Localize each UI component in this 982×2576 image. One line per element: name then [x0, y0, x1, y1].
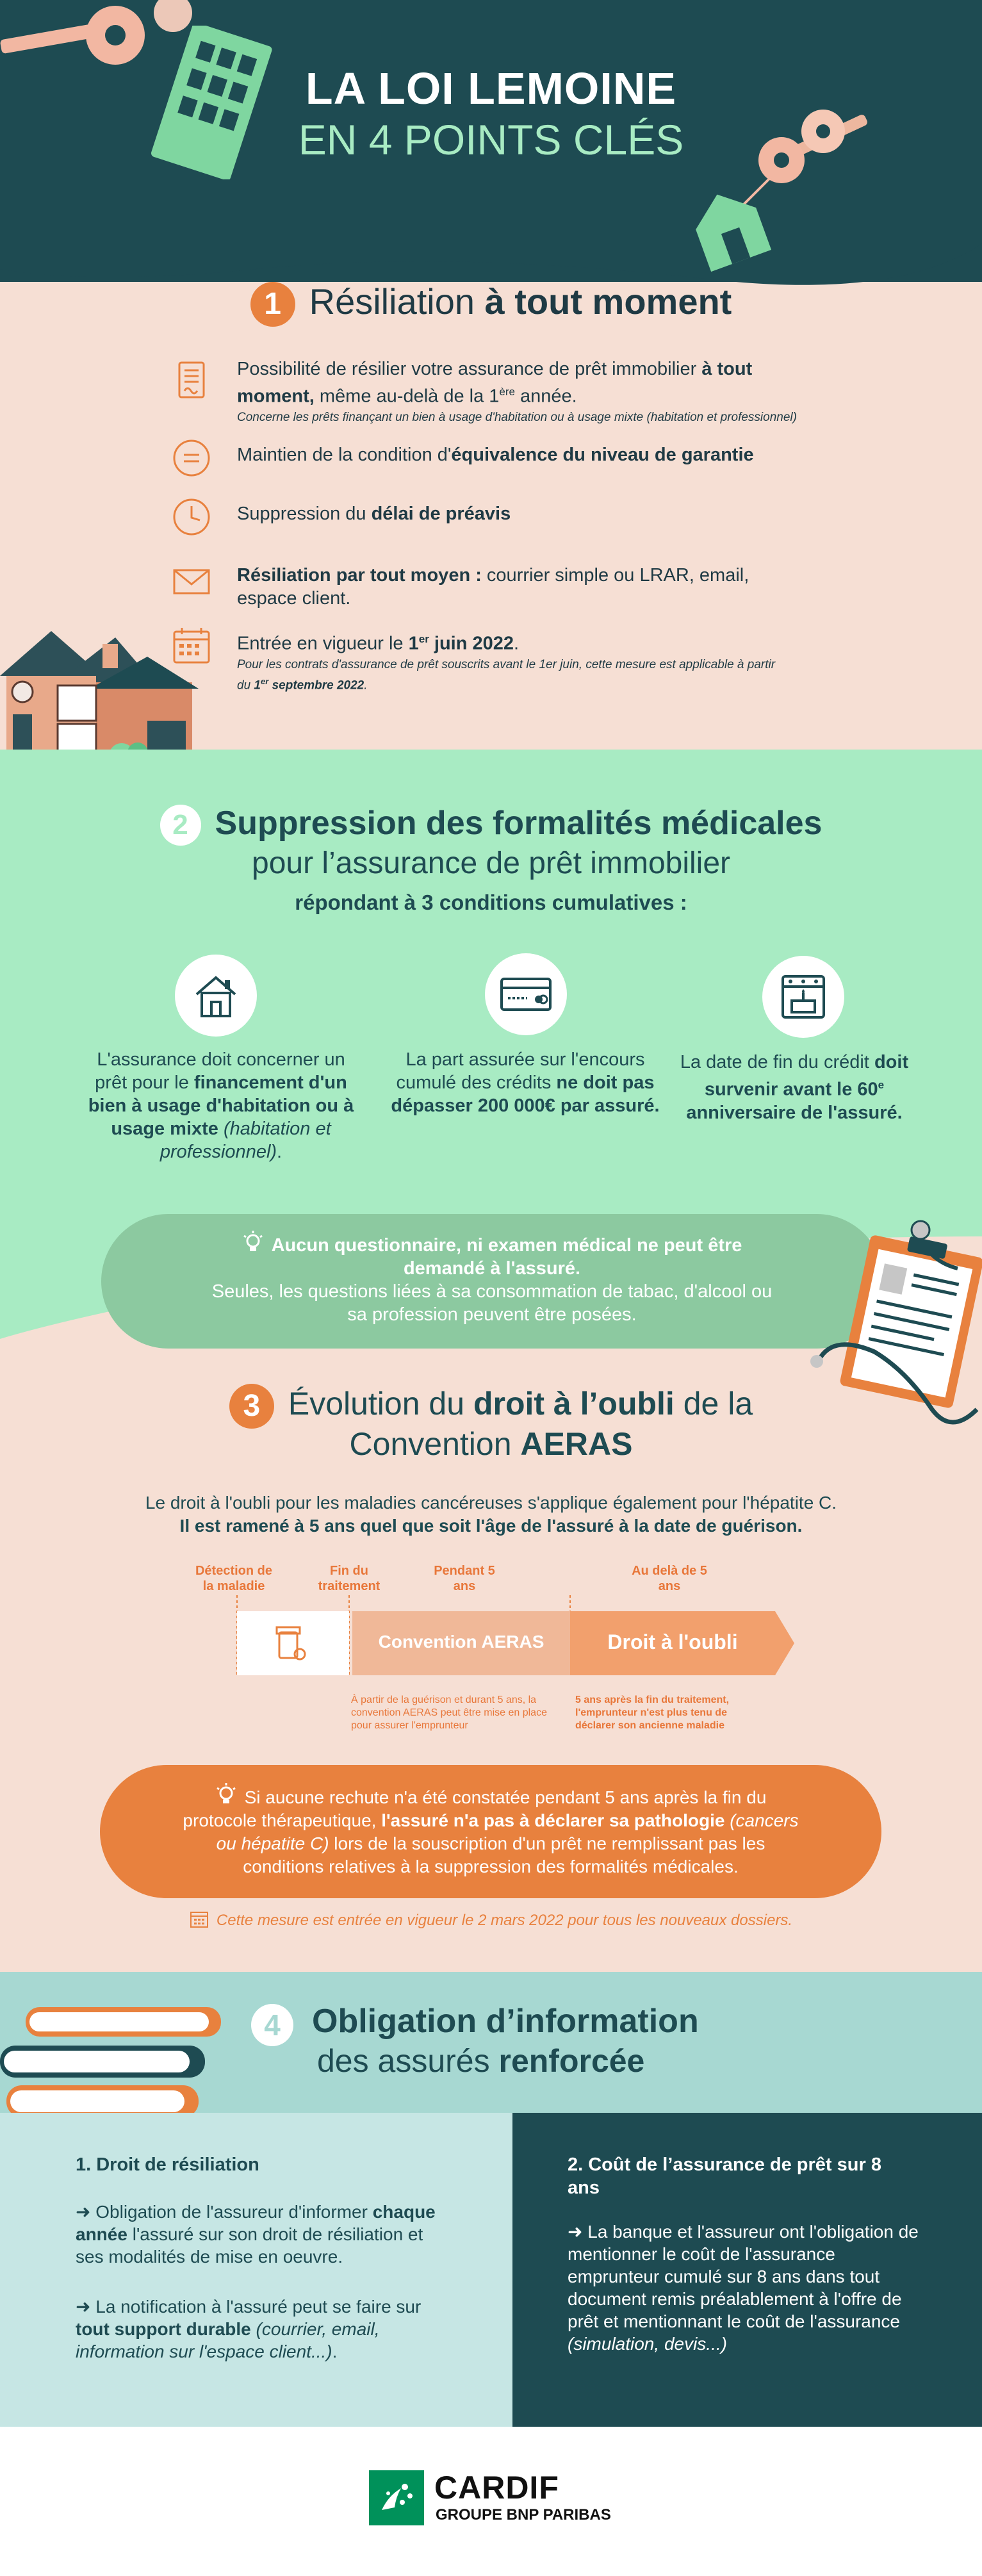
banner-text: Seules, les questions liées à sa consommation de tabac, d'alcool ou sa profession peuvent être posées.	[211, 1281, 773, 1325]
section3-title-line2	[0, 1425, 982, 1463]
timeline-note-right: 5 ans après la fin du traitement, l'emprunteur n'est plus tenu de déclarer son ancienne maladie	[575, 1694, 730, 1731]
item-note	[237, 657, 788, 694]
item-text: .	[514, 633, 520, 654]
section1-heading	[0, 281, 982, 327]
condition-sup: e	[878, 1079, 885, 1091]
paragraph-bold: tout support durable	[76, 2319, 251, 2339]
condition-text-part: La date de fin du crédit	[680, 1052, 874, 1072]
note-text: .	[364, 678, 368, 692]
condition-text	[657, 1051, 932, 1124]
footer	[0, 2427, 982, 2576]
timeline-label: Pendant 5 ans	[434, 1564, 495, 1593]
condition-text-bold: doit survenir avant le 60	[704, 1052, 909, 1100]
condition-text-part: L'assurance doit concerner un prêt pour le	[95, 1049, 345, 1093]
timeline-bar-oubli: Droit à l'oubli	[607, 1630, 738, 1653]
section4-number-circle	[251, 2004, 307, 2046]
house-illustration	[0, 618, 211, 766]
right-panel-paragraph	[568, 2220, 920, 2355]
condition-text-italic: (habitation et professionnel)	[160, 1119, 331, 1162]
main-title-line2: EN 4 POINTS CLÉS	[298, 116, 684, 163]
section3-banner-content	[177, 1783, 805, 1878]
footer-group: GROUPE BNP PARIBAS	[436, 2506, 611, 2523]
item-text-bold: à tout moment,	[237, 359, 753, 407]
section4-left-panel	[0, 2113, 512, 2427]
cardif-logo-icon	[369, 2470, 424, 2525]
right-panel-heading: 2. Coût de l’assurance de prêt sur 8 ans	[568, 2154, 881, 2198]
section3-paragraph2: Il est ramené à 5 ans quel que soit l'âge de l'assuré à la date de guérison.	[179, 1516, 803, 1536]
section3-banner	[100, 1765, 881, 1898]
section2-title-line1: Suppression des formalités médicales	[215, 805, 822, 842]
section1-item	[174, 502, 802, 541]
item-text-bold: Résiliation par tout moyen :	[237, 565, 482, 586]
section3-title-b: droit à l’oubli	[473, 1386, 675, 1422]
condition-text	[388, 1048, 663, 1117]
section3-number: 3	[229, 1384, 274, 1429]
paragraph-text: La notification à l'assuré peut se faire sur	[95, 2297, 421, 2317]
birthday-cake-icon	[762, 956, 844, 1038]
condition-icon-circle	[485, 953, 567, 1035]
note-bold: 1	[254, 678, 261, 692]
paragraph-italic: (simulation, devis...)	[568, 2334, 727, 2354]
condition-icon-circle	[762, 956, 844, 1038]
section3-paragraph1: Le droit à l'oubli pour les maladies cancéreuses s'applique également pour l'hépatite C.	[145, 1493, 837, 1513]
section3-title	[0, 1384, 982, 1429]
section2-title-line2: pour l’assurance de prêt immobilier	[252, 846, 730, 880]
document-icon	[172, 360, 211, 400]
condition-text-part: .	[277, 1142, 282, 1162]
section3-title-a: Évolution du	[288, 1386, 473, 1422]
books-illustration	[0, 1996, 231, 2124]
section1-item	[174, 628, 802, 698]
footer-brand: CARDIF	[434, 2470, 559, 2506]
item-text: Maintien de la condition d'	[237, 445, 452, 465]
section3-footnote: Cette mesure est entrée en vigueur le 2 mars 2022 pour tous les nouveaux dossiers.	[216, 1912, 793, 1929]
section3-title-line2-b: AERAS	[520, 1426, 633, 1462]
lightbulb-icon	[215, 1783, 237, 1806]
main-title-line1: LA LOI LEMOINE	[305, 63, 677, 113]
paragraph-text: l'assuré sur son droit de résiliation et ses modalités de mise en oeuvre.	[76, 2224, 423, 2267]
paragraph-text: La banque et l'assureur ont l'obligation de mentionner le coût de l'assurance emprunteur cumulé sur 8 ans dans tout document remis préalablement à l'offre de prêt et mentionnant le coût de l'assurance	[568, 2222, 919, 2331]
section2-banner-content	[204, 1231, 780, 1326]
section3-footnote-row	[0, 1909, 982, 1930]
section2-title	[0, 804, 982, 846]
lightbulb-icon	[242, 1231, 264, 1254]
section4-title-line2-b: renforcée	[498, 2043, 645, 2079]
item-text-bold: juin 2022	[429, 633, 514, 654]
arrow-circle-icon: ➜	[76, 2202, 91, 2222]
envelope-icon	[172, 561, 211, 601]
equal-icon	[172, 438, 211, 478]
banner-bold: l'assuré n'a pas à déclarer sa pathologie	[381, 1810, 725, 1830]
section4-title-line1: Obligation d’information	[312, 2003, 699, 2040]
paragraph-text: Obligation de l'assureur d'informer	[95, 2202, 373, 2222]
paragraph-text: .	[332, 2342, 338, 2361]
item-text: année.	[514, 386, 577, 407]
timeline-label: Fin du traitement	[318, 1564, 381, 1593]
section1-title-bold: à tout moment	[484, 281, 732, 322]
section2-number: 2	[160, 805, 201, 846]
paragraph-italic: (courrier, email, information sur l'espace client...)	[76, 2319, 380, 2361]
arrow-circle-icon: ➜	[76, 2297, 91, 2317]
section4-title-line2	[317, 2042, 644, 2080]
section2-subtitle: répondant à 3 conditions cumulatives :	[295, 890, 687, 914]
condition-text	[83, 1048, 359, 1163]
item-text-bold: équivalence du niveau de garantie	[451, 445, 754, 465]
banner-text: lors de la souscription d'un prêt ne remplissant pas les conditions relatives à la suppression des formalités médicales.	[243, 1834, 765, 1876]
arrow-circle-icon: ➜	[568, 2222, 583, 2242]
note-sup: er	[261, 676, 269, 686]
note-text: Pour les contrats d'assurance de prêt souscrits avant le 1er juin, cette mesure est applicable à partir du	[237, 657, 776, 692]
condition-text-bold: ne doit pas dépasser 200 000€ par assuré.	[391, 1072, 660, 1116]
condition-text-part: La part assurée sur l'encours cumulé des crédits	[396, 1049, 645, 1093]
item-text: courrier simple ou LRAR, email, espace client.	[237, 565, 749, 609]
item-text-bold: 1	[408, 633, 419, 654]
banner-bold: Aucun questionnaire, ni examen médical ne peut être demandé à l'assuré.	[271, 1235, 742, 1279]
item-text: Possibilité de résilier votre assurance de prêt immobilier	[237, 359, 702, 379]
section3-title-c: de la	[674, 1386, 753, 1422]
section4-right-panel	[512, 2113, 982, 2427]
item-sup: er	[418, 633, 429, 645]
timeline-label: Détection de la maladie	[195, 1564, 273, 1593]
section1-item	[174, 564, 802, 615]
section1-title-regular: Résiliation	[309, 281, 485, 322]
item-text-bold: délai de préavis	[371, 504, 511, 524]
item-text: Suppression du	[237, 504, 372, 524]
section4-number: 4	[251, 2004, 293, 2046]
left-panel-heading: 1. Droit de résiliation	[76, 2154, 259, 2175]
condition-text-bold: financement d'un bien à usage d'habitation ou à usage mixte	[88, 1072, 354, 1139]
house-icon	[175, 955, 257, 1037]
clock-icon	[172, 497, 211, 537]
banner-text: Si aucune rechute n'a été constatée pendant 5 ans après la fin du protocole thérapeutique,	[183, 1787, 767, 1830]
section2-banner	[101, 1214, 884, 1349]
paragraph-bold: chaque année	[76, 2202, 436, 2244]
timeline-label: Au delà de 5 ans	[632, 1564, 707, 1593]
calendar-icon	[190, 1909, 209, 1928]
item-note: Concerne les prêts finançant un bien à usage d'habitation ou à usage mixte (habitation et professionnel)	[237, 410, 797, 424]
note-bold: septembre 2022	[268, 678, 364, 692]
credit-card-icon	[485, 953, 567, 1035]
left-panel-paragraph2	[76, 2295, 447, 2363]
condition-text-bold: anniversaire de l'assuré.	[686, 1102, 903, 1123]
item-text: même au-delà de la 1	[314, 386, 500, 407]
left-panel-paragraph1	[76, 2201, 447, 2268]
section1-number: 1	[250, 282, 295, 327]
item-sup: ère	[499, 386, 515, 398]
section1-item	[174, 443, 802, 482]
section4-title-line2-a: des assurés	[317, 2043, 499, 2079]
condition-icon-circle	[175, 955, 257, 1037]
item-text: Entrée en vigueur le	[237, 633, 409, 654]
banner-italic: (cancers ou hépatite C)	[216, 1810, 799, 1853]
timeline-bar-aeras: Convention AERAS	[378, 1632, 544, 1652]
section3-title-line2-a: Convention	[349, 1426, 521, 1462]
section1-item	[174, 357, 802, 428]
timeline-note-left: À partir de la guérison et durant 5 ans, la convention AERAS peut être mise en place pour assurer l'emprunteur	[351, 1694, 547, 1731]
